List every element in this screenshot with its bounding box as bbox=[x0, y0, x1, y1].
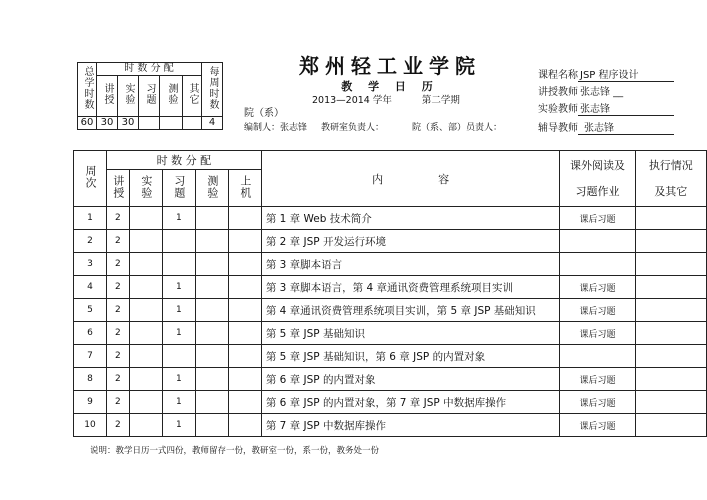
content-cell: 第 3 章脚本语言，第 4 章通讯资费管理系统项目实训 bbox=[261, 276, 560, 299]
lab-cell bbox=[129, 230, 162, 253]
lecture-cell: 2 bbox=[107, 345, 130, 368]
lecture-cell: 2 bbox=[107, 391, 130, 414]
content-cell: 第 7 章 JSP 中数据库操作 bbox=[261, 414, 560, 437]
weekly-hours-header: 每周时数 bbox=[202, 63, 223, 117]
machine-cell bbox=[228, 414, 261, 437]
table-row bbox=[74, 391, 707, 414]
homework-cell: 课后习题 bbox=[560, 276, 635, 299]
machine-cell bbox=[228, 391, 261, 414]
lecturer-name: 张志锋 __ bbox=[580, 87, 624, 98]
lecturer-row: 讲授教师 张志锋 __ bbox=[538, 83, 674, 98]
table-row bbox=[74, 253, 707, 276]
lab-cell bbox=[129, 322, 162, 345]
lecture-cell: 2 bbox=[107, 322, 130, 345]
lab-cell bbox=[129, 391, 162, 414]
content-cell: 第 5 章 JSP 基础知识 bbox=[261, 322, 560, 345]
lab-cell bbox=[129, 414, 162, 437]
table-row bbox=[74, 322, 707, 345]
semester: 第二学期 bbox=[421, 95, 460, 106]
exercise-cell bbox=[162, 253, 195, 276]
total-hours-header: 总学时数 bbox=[78, 63, 97, 117]
exercise-cell: 1 bbox=[162, 414, 195, 437]
homework-cell bbox=[560, 345, 635, 368]
content-cell: 第 5 章 JSP 基础知识，第 6 章 JSP 的内置对象 bbox=[261, 345, 560, 368]
test-header: 测验 bbox=[160, 76, 183, 117]
week-cell: 10 bbox=[74, 414, 107, 437]
other-header: 其它 bbox=[183, 76, 202, 117]
homework-cell bbox=[560, 230, 635, 253]
lab-cell bbox=[129, 345, 162, 368]
exec-cell bbox=[635, 391, 706, 414]
homework-cell: 课后习题 bbox=[560, 368, 635, 391]
exec-cell bbox=[635, 345, 706, 368]
test-cell bbox=[195, 414, 228, 437]
content-cell: 第 2 章 JSP 开发运行环境 bbox=[261, 230, 560, 253]
lab-cell bbox=[129, 299, 162, 322]
exercise-value bbox=[139, 117, 160, 130]
machine-cell bbox=[228, 253, 261, 276]
total-hours-value: 60 bbox=[78, 117, 97, 130]
footnote: 说明：教学日历一式四份，教师留存一份，教研室一份，系一份，教务处一份 bbox=[90, 446, 380, 456]
exercise-cell: 1 bbox=[162, 322, 195, 345]
lab-cell bbox=[129, 276, 162, 299]
table-row bbox=[74, 414, 707, 437]
lecture-value: 30 bbox=[97, 117, 118, 130]
exec-cell bbox=[635, 299, 706, 322]
exec-cell bbox=[635, 368, 706, 391]
exercise-cell: 1 bbox=[162, 276, 195, 299]
term-line bbox=[312, 92, 490, 106]
machine-header: 上机 bbox=[228, 170, 261, 207]
machine-cell bbox=[228, 276, 261, 299]
test-cell bbox=[195, 276, 228, 299]
exec-cell bbox=[635, 253, 706, 276]
lecture-cell: 2 bbox=[107, 207, 130, 230]
tutor-row: 辅导教师 张志锋 bbox=[538, 119, 674, 135]
content-cell: 第 1 章 Web 技术简介 bbox=[261, 207, 560, 230]
department-label: 院（系） bbox=[244, 108, 284, 119]
weekly-hours-value: 4 bbox=[202, 117, 223, 130]
table-row bbox=[74, 299, 707, 322]
content-header: 内 容 bbox=[261, 151, 560, 207]
dept-head: 院（系、部）员责人： bbox=[412, 123, 503, 133]
lab-value: 30 bbox=[118, 117, 139, 130]
homework-cell: 课后习题 bbox=[560, 207, 635, 230]
lab-header: 实验 bbox=[129, 170, 162, 207]
machine-cell bbox=[228, 299, 261, 322]
exec-cell bbox=[635, 276, 706, 299]
alloc-header: 时 数 分 配 bbox=[107, 151, 262, 170]
week-cell: 2 bbox=[74, 230, 107, 253]
editor: 编制人：张志锋 bbox=[244, 123, 308, 133]
week-cell: 1 bbox=[74, 207, 107, 230]
lab-header: 实验 bbox=[118, 76, 139, 117]
machine-cell bbox=[228, 207, 261, 230]
lecture-cell: 2 bbox=[107, 276, 130, 299]
exercise-cell: 1 bbox=[162, 391, 195, 414]
alloc-header: 时 数 分 配 bbox=[97, 63, 202, 76]
lecture-cell: 2 bbox=[107, 414, 130, 437]
table-row bbox=[74, 230, 707, 253]
lecture-header: 讲授 bbox=[97, 76, 118, 117]
test-cell bbox=[195, 368, 228, 391]
school-year: 2013—2014 学年 bbox=[312, 95, 392, 106]
lab-teacher-name: 张志锋 bbox=[578, 100, 674, 116]
lecture-cell: 2 bbox=[107, 299, 130, 322]
calendar-title: 教 学 日 历 bbox=[341, 80, 439, 93]
week-cell: 8 bbox=[74, 368, 107, 391]
homework-cell: 课后习题 bbox=[560, 391, 635, 414]
exec-header: 执行情况 及其它 bbox=[635, 151, 706, 207]
content-cell: 第 6 章 JSP 的内置对象 bbox=[261, 368, 560, 391]
test-cell bbox=[195, 253, 228, 276]
week-cell: 6 bbox=[74, 322, 107, 345]
lab-cell bbox=[129, 368, 162, 391]
signatures-line bbox=[244, 120, 516, 133]
exercise-cell: 1 bbox=[162, 299, 195, 322]
table-row bbox=[74, 345, 707, 368]
test-cell bbox=[195, 207, 228, 230]
lab-cell bbox=[129, 207, 162, 230]
lab-teacher-row: 实验教师 张志锋 bbox=[538, 100, 674, 116]
table-row bbox=[74, 207, 707, 230]
homework-cell: 课后习题 bbox=[560, 322, 635, 345]
exec-cell bbox=[635, 322, 706, 345]
school-name: 郑州轻工业学院 bbox=[299, 54, 481, 78]
exercise-cell bbox=[162, 345, 195, 368]
week-header: 周次 bbox=[74, 151, 107, 207]
lecture-header: 讲授 bbox=[107, 170, 130, 207]
test-cell bbox=[195, 299, 228, 322]
lecture-cell: 2 bbox=[107, 230, 130, 253]
week-cell: 7 bbox=[74, 345, 107, 368]
homework-cell: 课后习题 bbox=[560, 414, 635, 437]
content-cell: 第 6 章 JSP 的内置对象，第 7 章 JSP 中数据库操作 bbox=[261, 391, 560, 414]
course-name: JSP 程序设计 bbox=[578, 66, 674, 82]
machine-cell bbox=[228, 345, 261, 368]
machine-cell bbox=[228, 368, 261, 391]
exercise-header: 习题 bbox=[162, 170, 195, 207]
table-row bbox=[74, 368, 707, 391]
content-cell: 第 3 章脚本语言 bbox=[261, 253, 560, 276]
tutor-name: 张志锋 bbox=[578, 119, 674, 135]
content-cell: 第 4 章通讯资费管理系统项目实训，第 5 章 JSP 基础知识 bbox=[261, 299, 560, 322]
exercise-header: 习题 bbox=[139, 76, 160, 117]
week-cell: 5 bbox=[74, 299, 107, 322]
machine-cell bbox=[228, 230, 261, 253]
lecture-cell: 2 bbox=[107, 368, 130, 391]
week-cell: 4 bbox=[74, 276, 107, 299]
test-cell bbox=[195, 322, 228, 345]
other-value bbox=[183, 117, 202, 130]
teaching-calendar-table bbox=[73, 150, 707, 437]
table-row bbox=[74, 276, 707, 299]
test-header: 测验 bbox=[195, 170, 228, 207]
week-cell: 3 bbox=[74, 253, 107, 276]
exercise-cell: 1 bbox=[162, 368, 195, 391]
hours-summary-table bbox=[77, 62, 223, 130]
homework-cell bbox=[560, 253, 635, 276]
week-cell: 9 bbox=[74, 391, 107, 414]
lecture-cell: 2 bbox=[107, 253, 130, 276]
exercise-cell bbox=[162, 230, 195, 253]
homework-cell: 课后习题 bbox=[560, 299, 635, 322]
test-value bbox=[160, 117, 183, 130]
office-head: 教研室负责人： bbox=[321, 123, 385, 133]
test-cell bbox=[195, 345, 228, 368]
test-cell bbox=[195, 391, 228, 414]
machine-cell bbox=[228, 322, 261, 345]
lab-cell bbox=[129, 253, 162, 276]
test-cell bbox=[195, 230, 228, 253]
course-name-row: 课程名称 JSP 程序设计 bbox=[538, 66, 674, 82]
exercise-cell: 1 bbox=[162, 207, 195, 230]
exec-cell bbox=[635, 414, 706, 437]
reading-header: 课外阅读及 习题作业 bbox=[560, 151, 635, 207]
exec-cell bbox=[635, 207, 706, 230]
exec-cell bbox=[635, 230, 706, 253]
